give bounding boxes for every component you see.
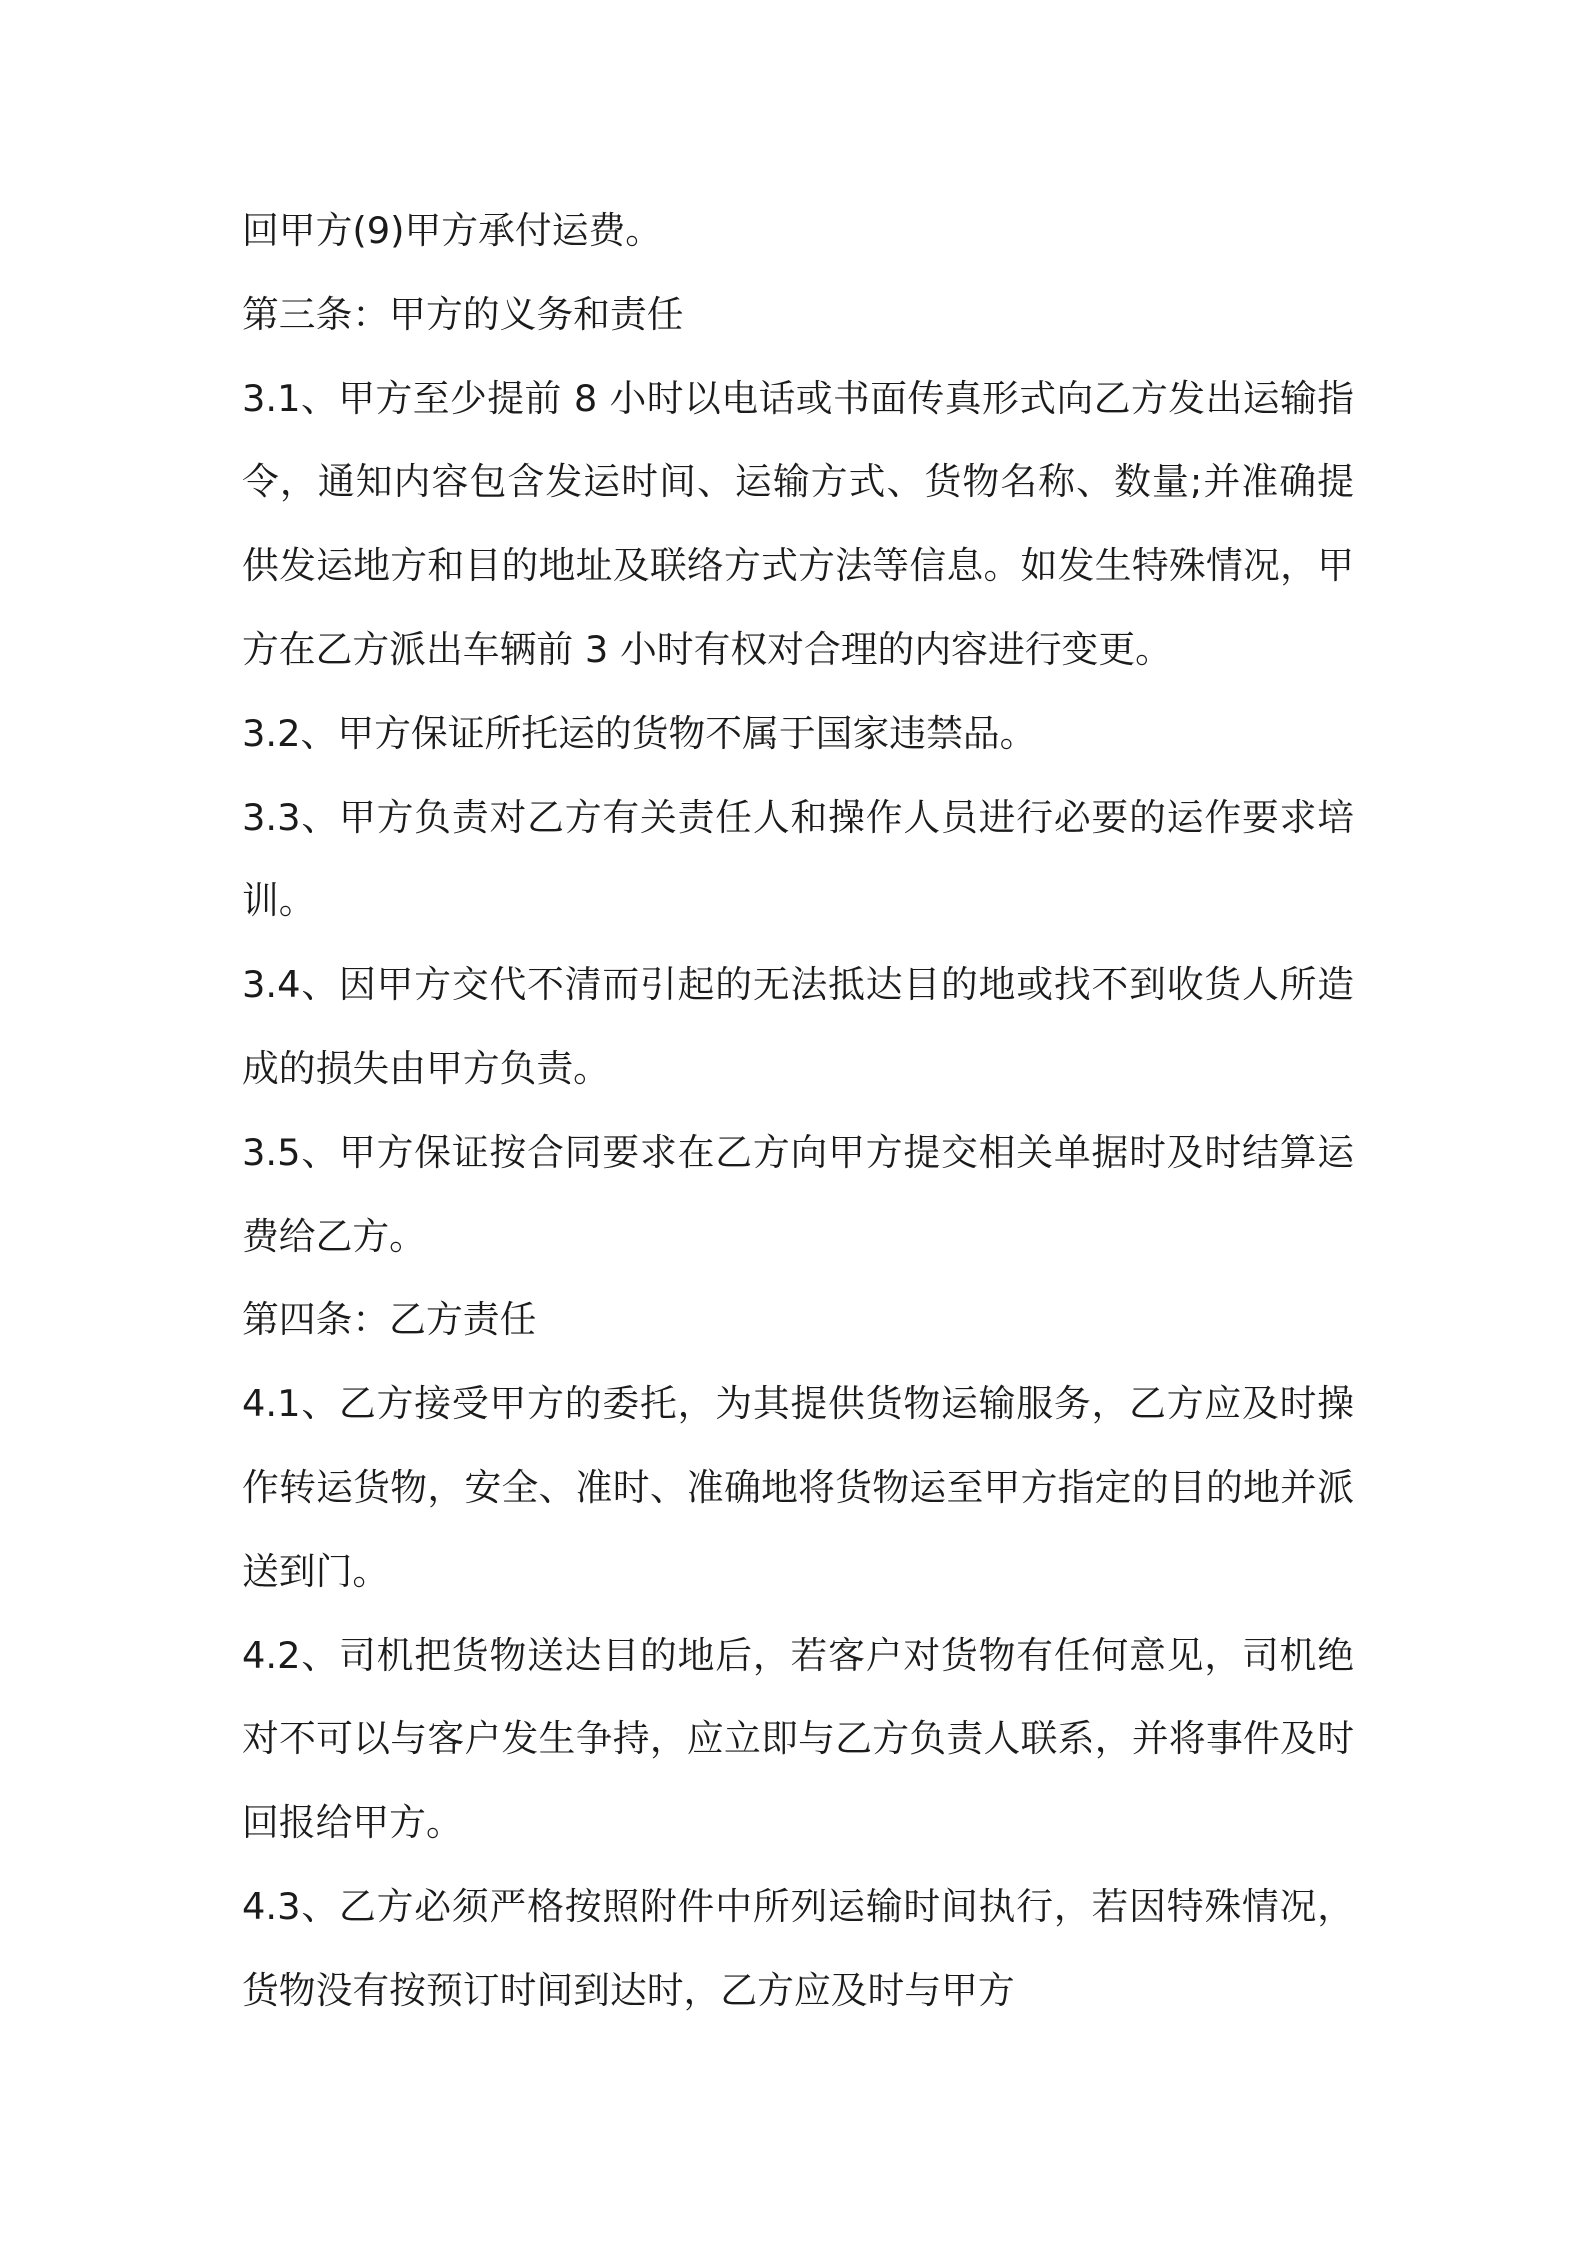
clause-4-1 xyxy=(242,1362,1354,1613)
text-line: 令，通知内容包含发运时间、运输方式、货物名称、数量;并准确提 xyxy=(242,460,1354,504)
text-line: 回报给甲方。 xyxy=(242,1801,463,1845)
text-line: 方在乙方派出车辆前 3 小时有权对合理的内容进行变更。 xyxy=(242,627,1172,671)
text-line: 训。 xyxy=(242,879,316,923)
text-line: 3.3、甲方负责对乙方有关责任人和操作人员进行必要的运作要求培 xyxy=(242,795,1354,839)
text-line: 回甲方(9)甲方承付运费。 xyxy=(242,209,663,252)
clause-3-5 xyxy=(242,1111,1354,1279)
clause-4-2 xyxy=(242,1614,1354,1865)
article-3 xyxy=(242,273,1354,1279)
text-line: 3.1、甲方至少提前 8 小时以电话或书面传真形式向乙方发出运输指 xyxy=(242,376,1354,420)
text-line: 费给乙方。 xyxy=(242,1214,426,1258)
text-line: 3.4、因甲方交代不清而引起的无法抵达目的地或找不到收货人所造 xyxy=(242,963,1354,1007)
clause-3-1 xyxy=(242,357,1354,692)
text-line: 4.3、乙方必须严格按照附件中所列运输时间执行，若因特殊情况， xyxy=(242,1884,1354,1928)
article-heading: 第三条：甲方的义务和责任 xyxy=(242,292,684,336)
clause-4-3 xyxy=(242,1865,1354,2033)
preceding-paragraph-end xyxy=(242,189,1354,273)
text-line: 3.5、甲方保证按合同要求在乙方向甲方提交相关单据时及时结算运 xyxy=(242,1130,1354,1174)
clause-3-3 xyxy=(242,776,1354,944)
text-line: 送到门。 xyxy=(242,1549,390,1593)
text-line: 4.2、司机把货物送达目的地后，若客户对货物有任何意见，司机绝 xyxy=(242,1633,1354,1677)
article-4 xyxy=(242,1278,1354,2032)
text-line: 成的损失由甲方负责。 xyxy=(242,1046,610,1090)
text-line: 3.2、甲方保证所托运的货物不属于国家违禁品。 xyxy=(242,711,1037,755)
clause-3-4 xyxy=(242,943,1354,1111)
text-line: 货物没有按预订时间到达时，乙方应及时与甲方 xyxy=(242,1968,1015,2012)
article-heading: 第四条：乙方责任 xyxy=(242,1298,537,1342)
document-body xyxy=(242,189,1354,2033)
clause-3-2 xyxy=(242,692,1354,776)
text-line: 供发运地方和目的地址及联络方式方法等信息。如发生特殊情况，甲 xyxy=(242,544,1354,588)
text-line: 对不可以与客户发生争持，应立即与乙方负责人联系，并将事件及时 xyxy=(242,1717,1354,1761)
text-line: 4.1、乙方接受甲方的委托，为其提供货物运输服务，乙方应及时操 xyxy=(242,1382,1354,1426)
text-line: 作转运货物，安全、准时、准确地将货物运至甲方指定的目的地并派 xyxy=(242,1465,1354,1509)
